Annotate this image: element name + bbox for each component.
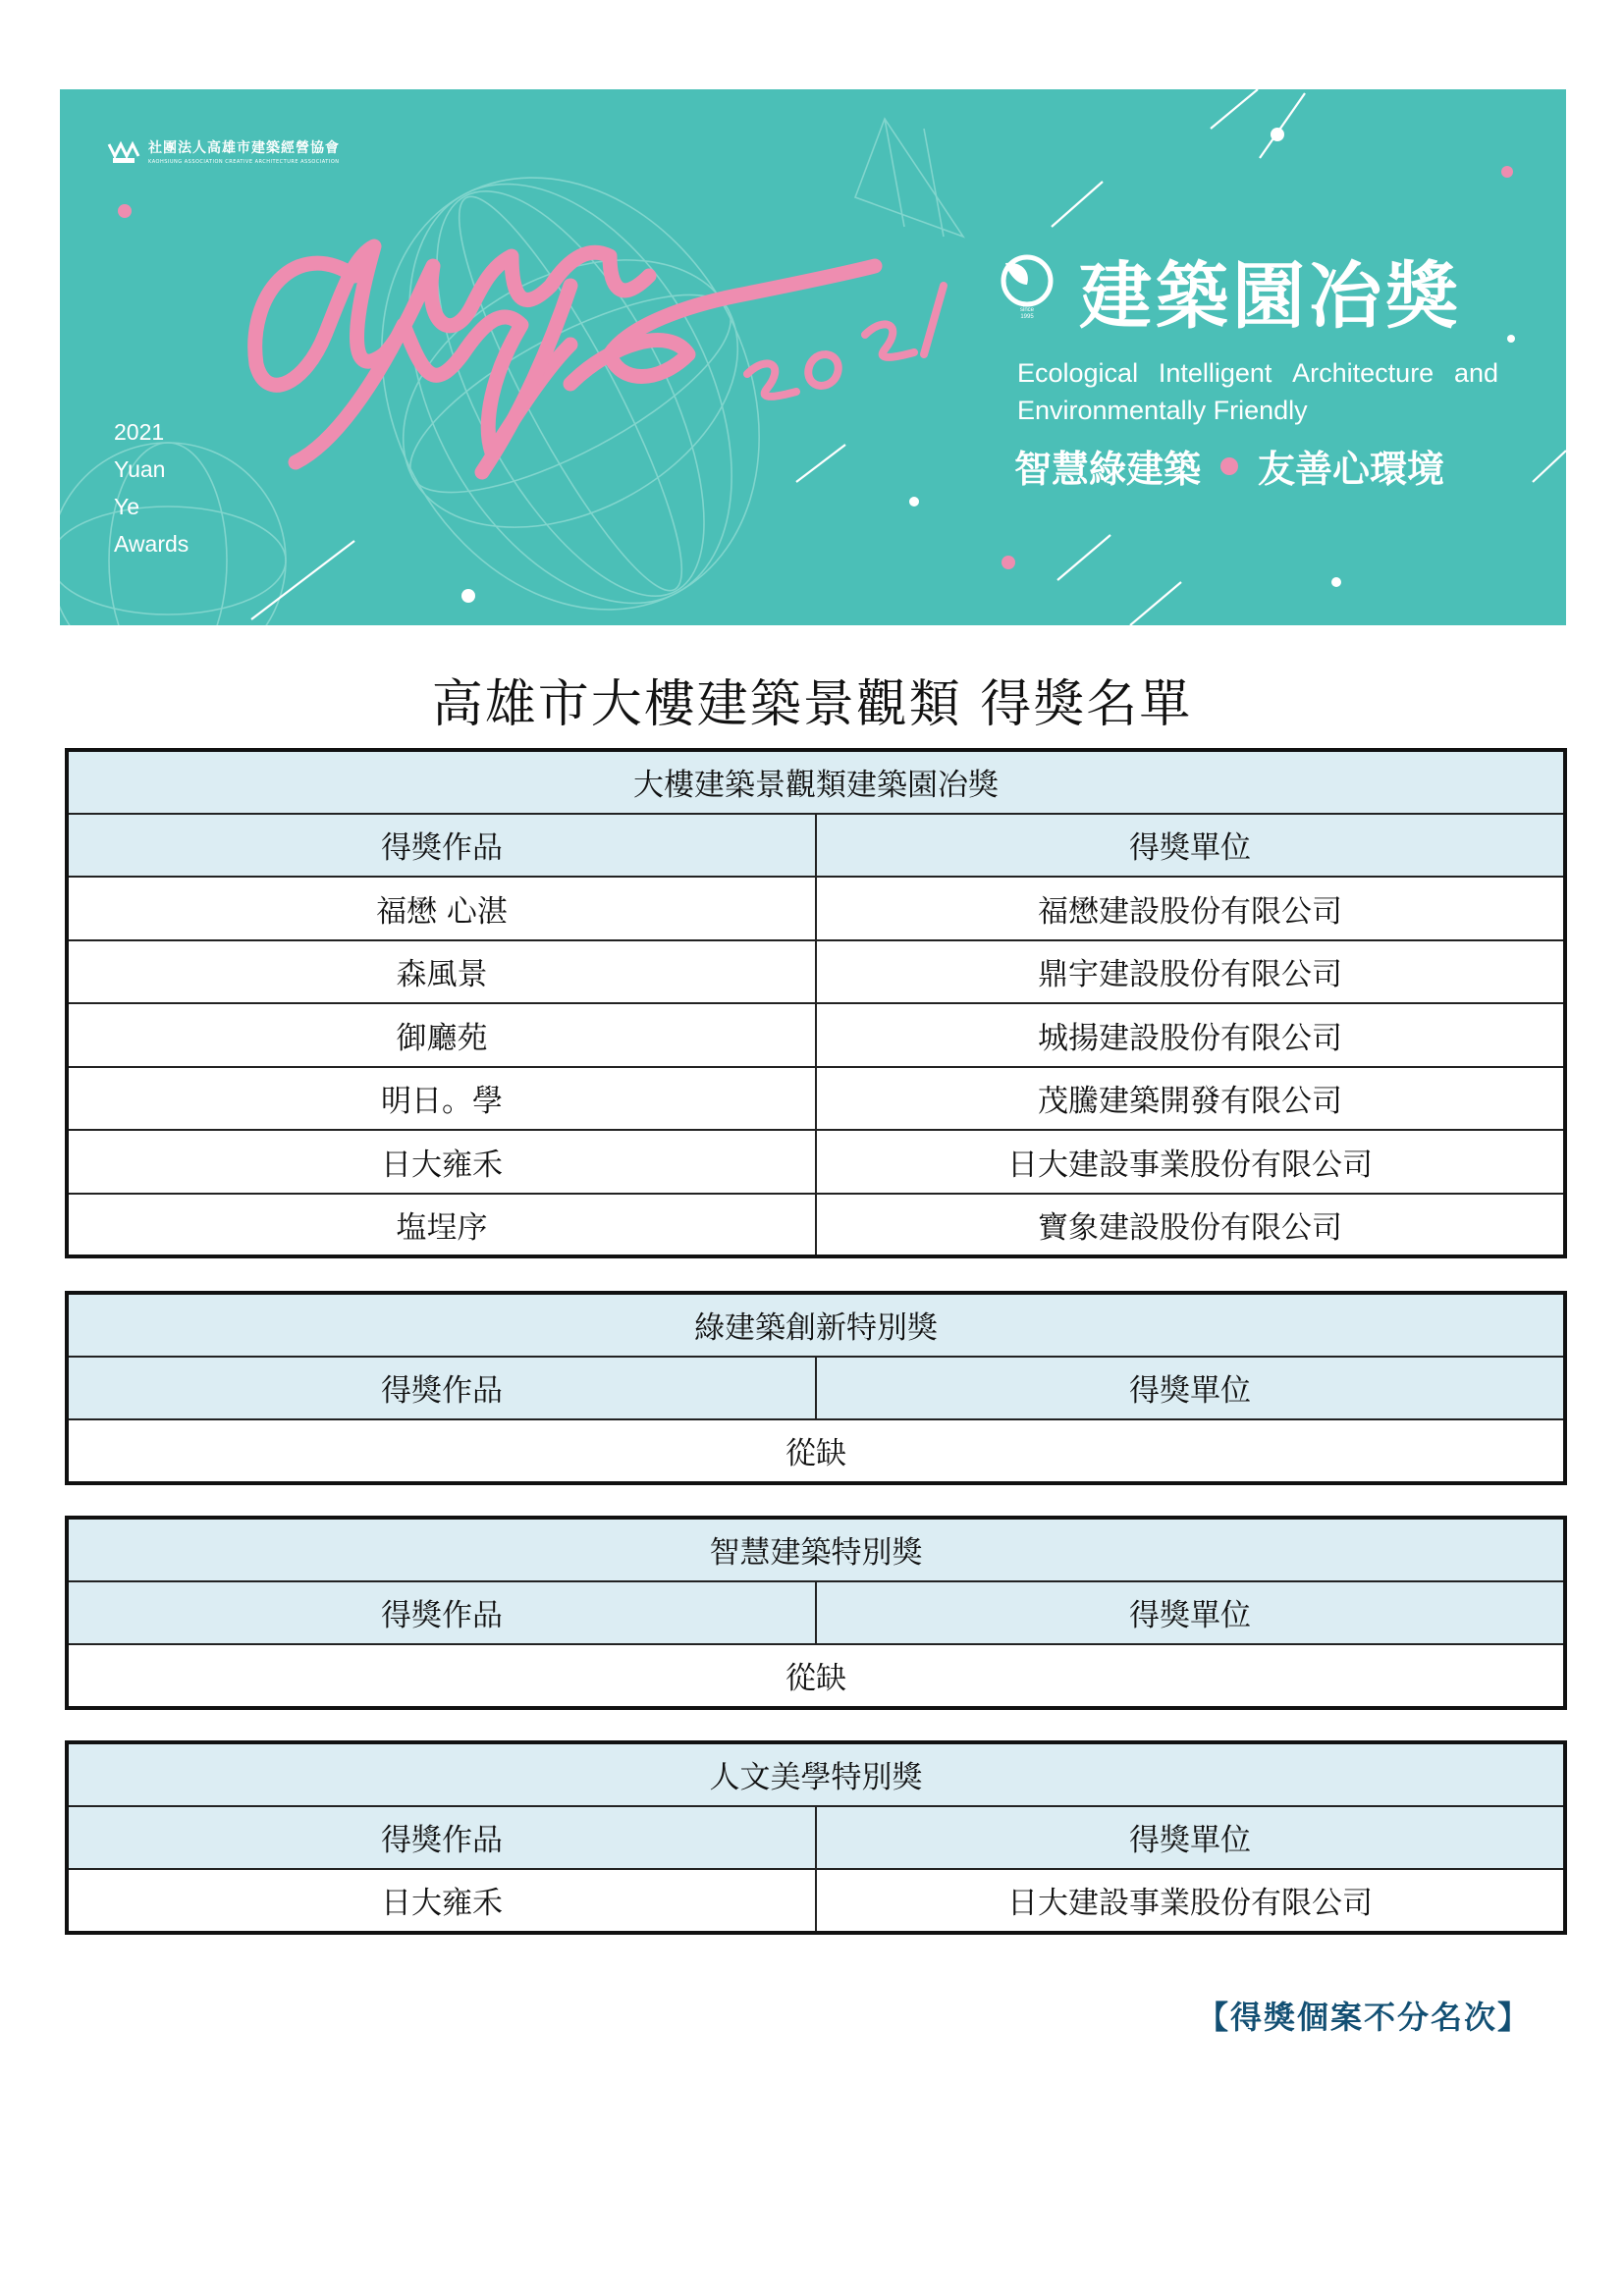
tagline-word: Ecological [1017,358,1139,388]
association-name: 社團法人高雄市建築經營協會 [148,140,340,156]
unit-cell: 鼎宇建設股份有限公司 [816,940,1565,1004]
slogan-dot-icon [1220,457,1238,475]
vacant-cell: 從缺 [67,1419,1565,1483]
work-cell: 日大雍禾 [67,1869,816,1933]
side-line: Yuan [114,456,166,482]
award-title: 建築園冶獎 [1079,254,1462,339]
association-en-name: KAOHSIUNG ASSOCIATION CREATIVE ARCHITECTURE ASSOCIATION [148,159,340,165]
association-header [107,136,340,166]
work-cell: 明日。學 [67,1067,816,1131]
table-row [67,1419,1565,1483]
col-header-work: 得獎作品 [67,814,816,878]
table-title: 綠建築創新特別獎 [67,1293,1565,1357]
slogan-right: 友善心環境 [1258,447,1445,491]
award-table-green [65,1291,1567,1485]
col-header-unit: 得獎單位 [816,814,1565,878]
col-header-unit: 得獎單位 [816,1806,1565,1870]
chinese-slogan [1014,439,1444,493]
english-tagline [1017,354,1498,429]
unit-cell: 福懋建設股份有限公司 [816,877,1565,940]
tagline-word: Architecture [1292,358,1435,388]
unit-cell: 茂騰建築開發有限公司 [816,1067,1565,1131]
unit-cell: 寶象建設股份有限公司 [816,1194,1565,1257]
table-row [67,1194,1565,1257]
work-cell: 森風景 [67,940,816,1004]
table-row [67,1869,1565,1933]
side-line: Ye [114,494,140,519]
tagline-line2: Environmentally Friendly [1017,396,1308,425]
col-header-unit: 得獎單位 [816,1357,1565,1420]
award-leaf-logo-icon [998,251,1056,310]
col-header-unit: 得獎單位 [816,1581,1565,1645]
work-cell: 御廳苑 [67,1003,816,1067]
unit-cell: 城揚建設股份有限公司 [816,1003,1565,1067]
award-table-smart [65,1516,1567,1710]
slogan-left: 智慧綠建築 [1014,447,1202,491]
work-cell: 塩埕序 [67,1194,816,1257]
work-cell: 日大雍禾 [67,1130,816,1194]
col-header-work: 得獎作品 [67,1357,816,1420]
table-title: 大樓建築景觀類建築園冶獎 [67,750,1565,814]
since-word: since [1019,307,1034,313]
col-header-work: 得獎作品 [67,1581,816,1645]
page-title: 高雄市大樓建築景觀類 得獎名單 [431,675,1193,734]
table-title: 智慧建築特別獎 [67,1518,1565,1581]
side-line: 2021 [114,419,165,445]
unit-cell: 日大建設事業股份有限公司 [816,1130,1565,1194]
ranking-note: 【得獎個案不分名次】 [1196,1999,1531,2036]
award-banner [60,89,1566,625]
table-row [67,1130,1565,1194]
table-title: 人文美學特別獎 [67,1742,1565,1806]
table-row [67,940,1565,1004]
table-row [67,877,1565,940]
table-row [67,1644,1565,1708]
col-header-work: 得獎作品 [67,1806,816,1870]
work-cell: 福懋 心湛 [67,877,816,940]
since-year: 1995 [1020,314,1034,320]
award-table-humanities [65,1740,1567,1935]
table-row [67,1003,1565,1067]
table-row [67,1067,1565,1131]
tagline-word: Intelligent [1158,358,1272,388]
side-year-text [114,413,189,562]
since-label [1007,307,1047,321]
unit-cell: 日大建設事業股份有限公司 [816,1869,1565,1933]
award-table-main [65,748,1567,1258]
vacant-cell: 從缺 [67,1644,1565,1708]
association-logo-icon [107,136,140,166]
tagline-word: and [1453,358,1498,388]
side-line: Awards [114,531,189,557]
